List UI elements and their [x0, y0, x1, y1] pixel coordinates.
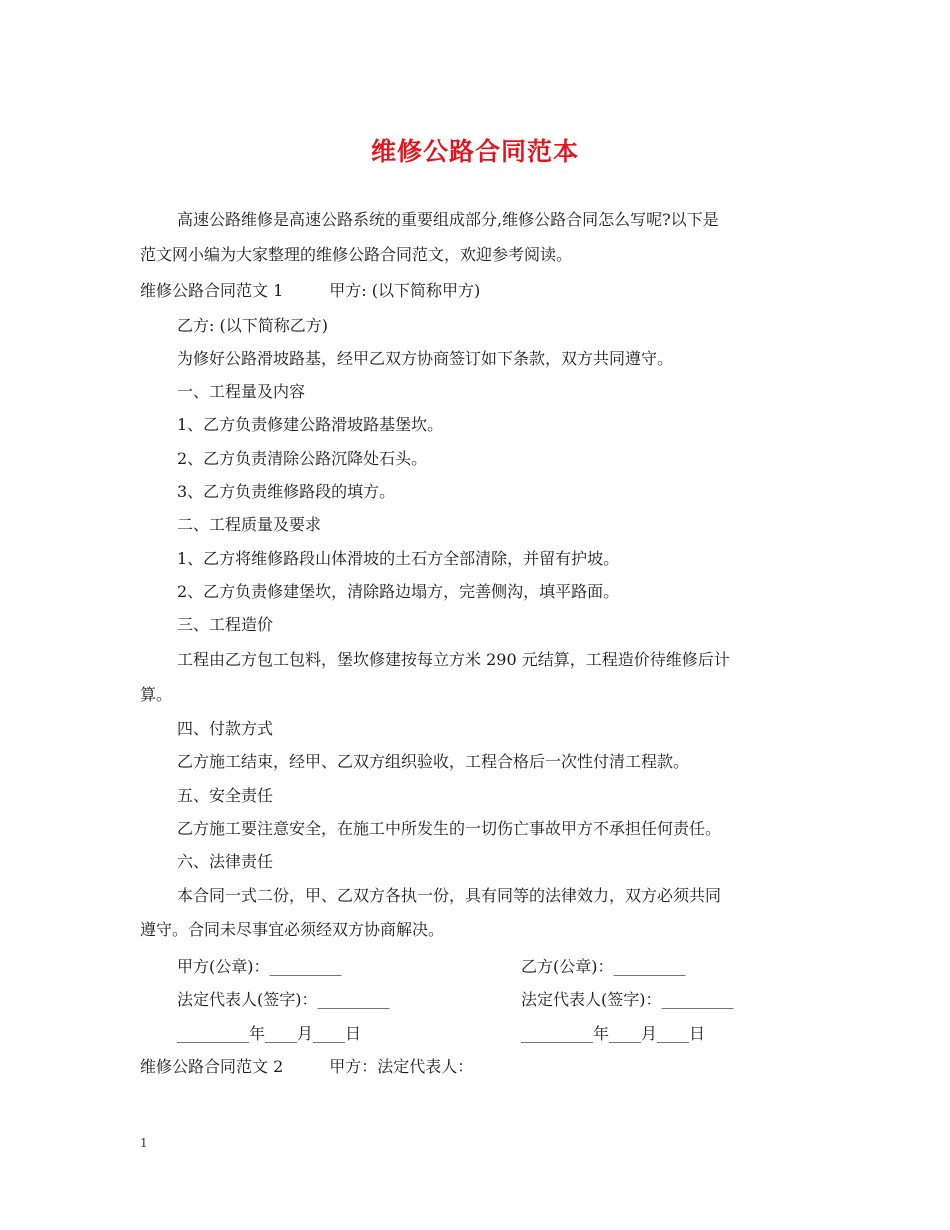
intro-paragraph-line-1: 高速公路维修是高速公路系统的重要组成部分,维修公路合同怎么写呢?以下是 — [177, 210, 719, 229]
section-1-heading: 一、工程量及内容 — [177, 382, 306, 401]
sample-2-header — [140, 1057, 473, 1077]
section-3-text-line-1: 工程由乙方包工包料，堡坎修建按每立方米 290 元结算，工程造价待维修后计 — [177, 650, 730, 669]
section-3-heading: 三、工程造价 — [177, 615, 274, 634]
section-1-item-2: 2、乙方负责清除公路沉降处石头。 — [177, 449, 428, 468]
intro-paragraph-line-2: 范文网小编为大家整理的维修公路合同范文，欢迎参考阅读。 — [140, 245, 573, 264]
sample-2-label: 维修公路合同范文 2 — [140, 1057, 284, 1076]
section-5-heading: 五、安全责任 — [177, 786, 274, 805]
section-6-text-line-2: 遵守。合同未尽事宜必须经双方协商解决。 — [140, 920, 445, 939]
section-5-text: 乙方施工要注意安全，在施工中所发生的一切伤亡事故甲方不承担任何责任。 — [177, 819, 722, 838]
page-number: 1 — [140, 1136, 148, 1150]
section-2-item-1: 1、乙方将维修路段山体滑坡的土石方全部清除，并留有护坡。 — [177, 549, 620, 568]
party-a-date-line: _________年____月____日 — [177, 1024, 362, 1043]
party-a-rep-line: 法定代表人(签字)：_________ — [177, 990, 390, 1009]
section-4-text: 乙方施工结束，经甲、乙双方组织验收，工程合格后一次性付清工程款。 — [177, 752, 690, 771]
section-3-text-line-2: 算。 — [140, 685, 173, 704]
party-b-date-line: _________年____月____日 — [521, 1024, 706, 1043]
party-b-line: 乙方: (以下简称乙方) — [177, 316, 328, 335]
section-2-item-2: 2、乙方负责修建堡坎，清除路边塌方，完善侧沟，填平路面。 — [177, 582, 620, 601]
section-4-heading: 四、付款方式 — [177, 719, 274, 738]
party-b-rep-line: 法定代表人(签字)：_________ — [521, 990, 734, 1009]
sample-2-party-line: 甲方：法定代表人： — [329, 1057, 474, 1076]
purpose-line: 为修好公路滑坡路基，经甲乙双方协商签订如下条款，双方共同遵守。 — [177, 349, 674, 368]
party-b-seal-line: 乙方(公章)：_________ — [521, 957, 686, 976]
section-6-heading: 六、法律责任 — [177, 852, 274, 871]
section-1-item-1: 1、乙方负责修建公路滑坡路基堡坎。 — [177, 415, 444, 434]
sample-1-label: 维修公路合同范文 1 — [140, 281, 284, 300]
section-2-heading: 二、工程质量及要求 — [177, 515, 322, 534]
party-a-line: 甲方: (以下简称甲方) — [329, 281, 481, 300]
sample-1-header — [140, 281, 480, 301]
section-1-item-3: 3、乙方负责维修路段的填方。 — [177, 482, 396, 501]
section-6-text-line-1: 本合同一式二份，甲、乙双方各执一份，具有同等的法律效力，双方必须共同 — [177, 886, 722, 905]
party-a-seal-line: 甲方(公章)：_________ — [177, 957, 342, 976]
document-title: 维修公路合同范本 — [370, 137, 579, 166]
